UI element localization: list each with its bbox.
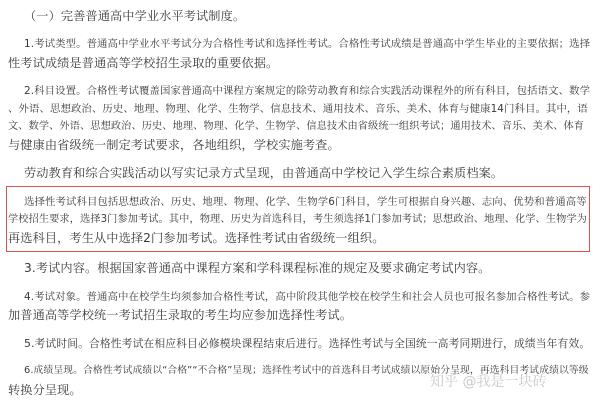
watermark: 知乎 @我是一块砖	[430, 374, 547, 390]
paragraph-6-line-1: 4.考试对象。普通高中在校学生均须参加合格性考试，高中阶段其他学校在校学生和社会人员也可报名参加合格性考试。参	[24, 291, 591, 303]
paragraph-1-line-1: 1.考试类型。普通高中学业水平考试分为合格性考试和选择性考试。合格性考试成绩是普通高中学生毕业的主要依据；选择	[24, 38, 591, 50]
paragraph-2-line-2: 、外语、思想政治、历史、地理、物理、化学、生物学、信息技术、通用技术、音乐、美术、体育与健康14门科目。其中，语	[8, 103, 588, 115]
paragraph-5-line-1: 3.考试内容。根据国家普通高中课程方案和学科课程标准的规定及要求确定考试内容。	[24, 261, 491, 275]
paragraph-2-line-4: 与健康由省级统一制定考试要求，各地组织，学校实施考查。	[8, 138, 340, 152]
paragraph-6-line-2: 加普通高等学校统一考试招生录取的考生均应参加选择性考试。	[8, 308, 353, 322]
paragraph-2-line-3: 文、数学、外语、思想政治、历史、地理、物理、化学、生物学、信息技术由省级统一组织考试；通用技术、音乐、美术、体育	[8, 121, 585, 132]
paragraph-1-line-2: 性考试成绩是普通高等学校招生录取的重要依据。	[8, 56, 279, 70]
paragraph-8-line-1: 6.成绩呈现。合格性考试成绩以“合格”“不合格”呈现；选择性考试中的首选科目考试成绩以原始分呈现，再选科目考试成绩以等级	[24, 365, 589, 376]
paragraph-2-line-1: 2.科目设置。合格性考试覆盖国家普通高中课程方案规定的除劳动教育和综合实践活动课程外的所有科目，包括语文、数学	[24, 85, 591, 97]
paragraph-8-line-2: 转换分呈现。	[8, 383, 82, 397]
section-heading: （一）完善普通高中学业水平考试制度。	[24, 9, 246, 23]
paragraph-4-line-2: 学校招生要求，选择3门参加考试。其中，物理、历史为首选科目，考生须选择1门参加考试；思想政治、地理、化学、生物学为	[8, 214, 587, 225]
paragraph-4-line-1: 选择性考试科目包括思想政治、历史、地理、物理、化学、生物学6门科目，学生可根据自身兴趣、志向、优势和普通高等	[24, 196, 587, 208]
paragraph-7-line-1: 5.考试时间。合格性考试在相应科目必修模块课程结束后进行。选择性考试与全国统一高考同期进行，成绩当年有效。	[24, 337, 591, 350]
paragraph-4-line-3: 再选科目，考生从中选择2门参加考试。选择性考试由省级统一组织。	[8, 231, 385, 245]
paragraph-3-line-1: 劳动教育和综合实践活动以写实记录方式呈现，由普通高中学校记入学生综合素质档案。	[24, 166, 504, 180]
